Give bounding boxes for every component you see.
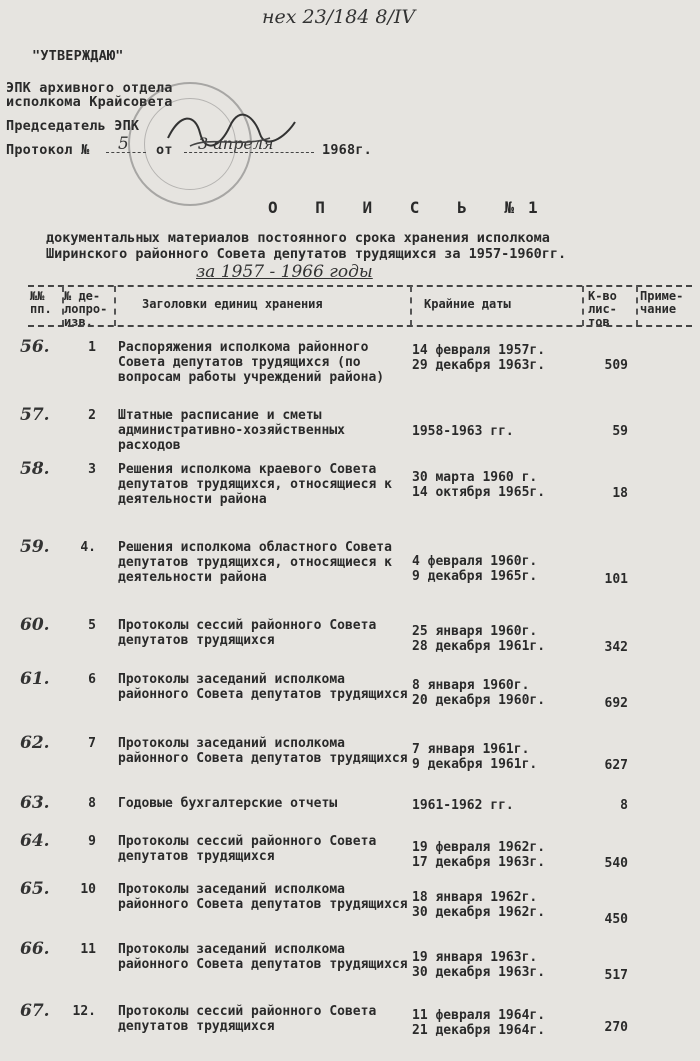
approval-protocol-label: Протокол № xyxy=(6,142,90,158)
header-num: №№ пп. xyxy=(30,289,52,316)
table-top-rule xyxy=(28,285,692,287)
approval-title: "УТВЕРЖДАЮ" xyxy=(32,48,124,64)
approval-year: 1968г. xyxy=(322,142,372,158)
header-head: Заголовки единиц хранения xyxy=(142,297,323,311)
document-title: О П И С Ь №1 xyxy=(268,198,552,217)
header-dates: Крайние даты xyxy=(424,297,511,311)
approval-line-2: исполкома Крайсовета xyxy=(6,94,173,110)
header-ord: № де- лопро- изв. xyxy=(64,289,108,329)
header-note: Приме- чание xyxy=(640,289,684,316)
approval-chairman: Председатель ЭПК xyxy=(6,118,140,134)
signature-icon xyxy=(160,108,300,158)
document-subtitle-1: документальных материалов постоянного срока хранения исполкома xyxy=(46,230,550,246)
approval-from-label: от xyxy=(156,142,173,158)
document-subtitle-2: Ширинского районного Совета депутатов трудящихся за 1957-1960гг. xyxy=(46,246,567,262)
approval-from-date: 3 апреля xyxy=(198,134,274,153)
handwritten-year-range: за 1957 - 1966 годы xyxy=(196,262,373,282)
table-header-rule xyxy=(28,325,692,327)
approval-protocol-number: 5 xyxy=(118,134,129,154)
header-count: К-во лис- тов xyxy=(588,289,617,329)
approval-line-1: ЭПК архивного отдела xyxy=(6,80,173,96)
handwritten-reference: нех 23/184 8/IV xyxy=(262,6,416,28)
